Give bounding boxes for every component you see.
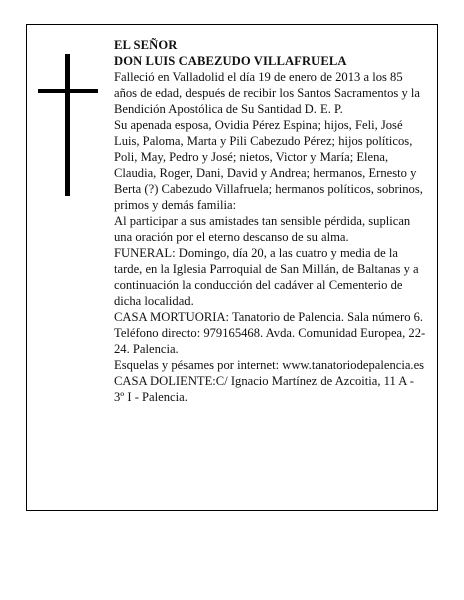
- obituary-text: [114, 37, 426, 405]
- family-list: Su apenada esposa, Ovidia Pérez Espina; hijos, Feli, José Luis, Paloma, Marta y Pili Cabezudo Pérez; hijos políticos, Poli, May, Pedro y José; nietos, Victor y María; Elena, Claudia, Roger, Dani, David y Andrea; hermanos, Ernesto y Berta (?) Cabezudo Villafruela; hermanos políticos, sobrinos, primos y demás familia:: [114, 118, 423, 212]
- mortuary-details: CASA MORTUORIA: Tanatorio de Palencia. Sala número 6. Teléfono directo: 979165468. Avda. Comunidad Europea, 22-24. Palencia.: [114, 310, 426, 356]
- cross-horizontal-bar: [38, 89, 98, 93]
- title-line-1: EL SEÑOR: [114, 38, 178, 52]
- cross-icon: [38, 54, 98, 196]
- deceased-name: DON LUIS CABEZUDO VILLAFRUELA: [114, 54, 347, 68]
- funeral-details: FUNERAL: Domingo, día 20, a las cuatro y media de la tarde, en la Iglesia Parroquial de San Millán, de Baltanas y a continuación la conducción del cadáver al Cementerio de dicha localidad.: [114, 246, 419, 308]
- prayer-request: Al participar a sus amistades tan sensible pérdida, suplican una oración por el eterno descanso de su alma.: [114, 214, 411, 244]
- cross-vertical-bar: [65, 54, 70, 196]
- death-announcement: Falleció en Valladolid el día 19 de enero de 2013 a los 85 años de edad, después de recibir los Santos Sacramentos y la Bendición Apostólica de Su Santidad D. E. P.: [114, 70, 421, 116]
- internet-condolences: Esquelas y pésames por internet: www.tanatoriodepalencia.es: [114, 358, 425, 372]
- family-home-address: CASA DOLIENTE:C/ Ignacio Martínez de Azcoitia, 11 A - 3º I - Palencia.: [114, 374, 414, 404]
